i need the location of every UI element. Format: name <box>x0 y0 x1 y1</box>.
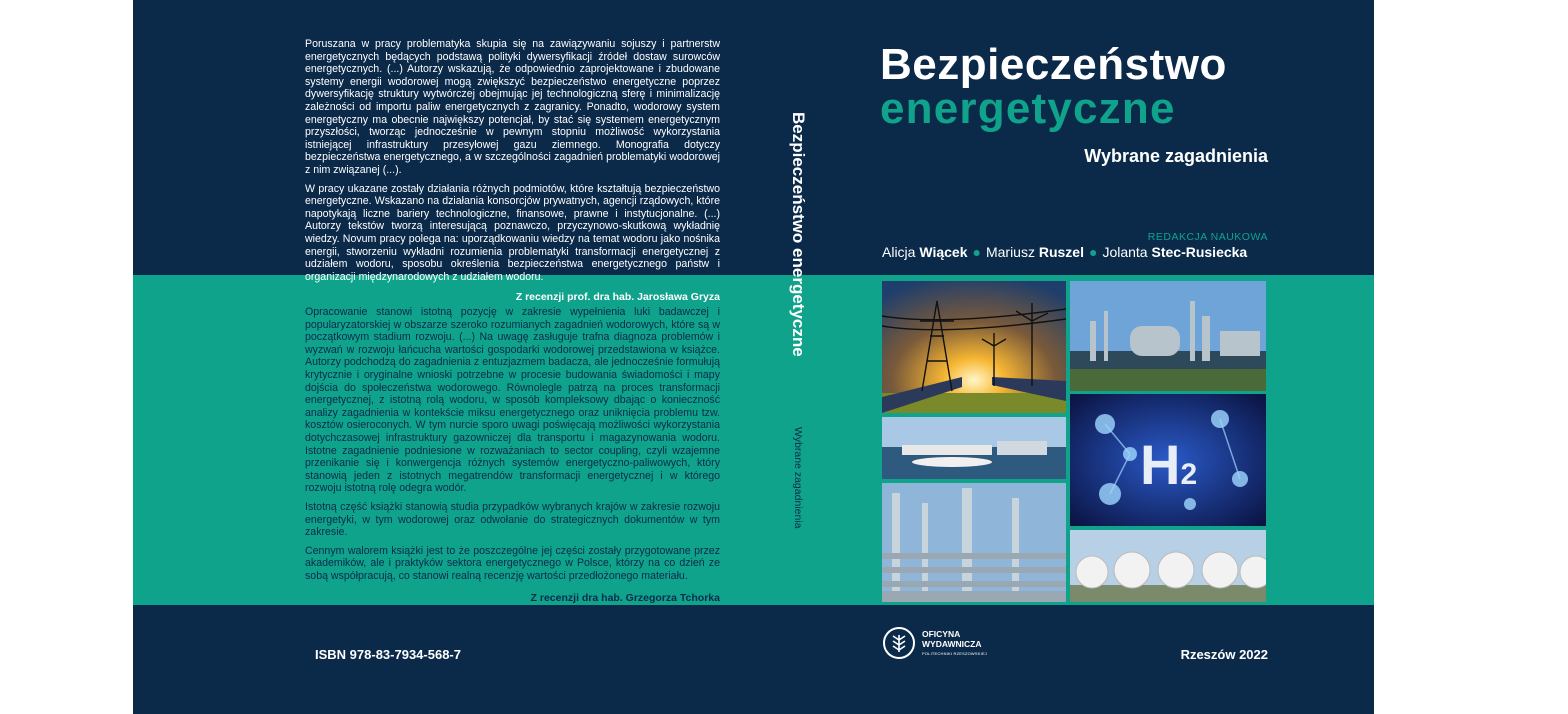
publisher-line-3: POLITECHNIKI RZESZOWSKIEJ <box>922 651 988 656</box>
publisher-line-2: WYDAWNICZA <box>922 638 982 649</box>
hydrogen-subscript: 2 <box>1180 458 1198 491</box>
author-1-first: Alicja <box>882 244 916 260</box>
back-top-signature: Z recenzji prof. dra hab. Jarosława Gryza <box>515 291 720 304</box>
photo-port-ships <box>882 417 1066 479</box>
photo-power-lines-sunset <box>882 281 1066 413</box>
author-3-last: Stec-Rusiecka <box>1151 244 1248 260</box>
title-line-1: Bezpieczeństwo <box>880 40 1227 89</box>
back-bottom-paragraph-2: Istotną część książki stanowią studia przypadków wybranych krajów w zakresie rozwoju energetyki, w tym wodorowej oraz odwołanie do strategicznych dokumentów w tym zakresie. <box>305 500 720 539</box>
back-top-paragraph-2: W pracy ukazane zostały działania różnych podmiotów, które kształtują bezpieczeństwo energetyczne. Wskazano na działania konsorcjów prywatnych, agencji rządowych, które napotykają liczne bariery technologiczne, finansowe, prawne i instytucjonalne. (...) Autorzy tekstów tworzą interesującą poznawczo, przyczynowo-skutkową wykładnię wiedzy. Novum pracy polega na: uporządkowaniu wiedzy na temat wodoru jako nośnika energii, stworzeniu wykładni rozumienia problematyki transformacji energetycznej z udziałem wodoru, sposobu określenia bezpieczeństwa energetycznego państw i organizacji międzynarodowych z udziałem wodoru. <box>305 182 720 283</box>
hydrogen-h: H <box>1140 433 1181 496</box>
back-bottom-paragraph-3: Cennym walorem książki jest to że poszczególne jej części zostały przygotowane przez akademików, ale i praktyków sektora energetycznego w Polsce, którzy na co dzień ze sobą współpracują, co stanowi realną recenzję wartości przedłożonego materiału. <box>305 544 720 582</box>
title-line-2: energetyczne <box>880 84 1176 133</box>
author-2-last: Ruszel <box>1038 244 1084 260</box>
photo-refinery <box>1070 281 1266 391</box>
photo-hydrogen-molecule <box>1070 394 1266 526</box>
authors <box>882 244 1268 260</box>
back-cover-bottom-text <box>305 306 720 605</box>
subtitle: Wybrane zagadnienia <box>1084 146 1268 166</box>
back-top-paragraph-1: Poruszana w pracy problematyka skupia się na zawiązywaniu sojuszy i partnerstw energetycznych będących podstawą polityki dywersyfikacji źródeł dostaw surowców energetycznych. (...) Autorzy wskazują, że odpowiednio zaprojektowane i zbudowane systemy energii wodorowej mogą zwiększyć bezpieczeństwo energetyczne poprzez dywersyfikację struktury wytwórczej obejmując jej technologiczną sferę i minimalizację zależności od importu paliw energetycznych z zagranicy. Ponadto, wodorowy system energetyczny ma obecnie największy potencjał, by stać się systemem energetycznym przyszłości, tworząc jednocześnie w pewnym stopniu możliwość wykorzystania istniejącej infrastruktury przesyłowej gazu ziemnego. Monografia dotyczy bezpieczeństwa energetycznego, a w szczególności zagadnień problematyki wodorowej z nim związanej (...). <box>305 38 720 176</box>
book-cover-spread <box>133 0 1374 714</box>
dot-separator-icon: ● <box>1088 244 1098 260</box>
publisher-line-1: OFICYNA <box>922 629 961 639</box>
back-cover-top-text <box>305 38 720 304</box>
photo-industrial-pipes <box>882 483 1066 602</box>
back-bottom-signature: Z recenzji dra hab. Grzegorza Tchorka <box>530 592 720 605</box>
photo-collage <box>882 281 1266 602</box>
spine-title: Bezpieczeństwo energetyczne <box>789 112 808 357</box>
isbn: ISBN 978-83-7934-568-7 <box>315 647 461 662</box>
place-year: Rzeszów 2022 <box>1180 647 1268 662</box>
wheat-logo-icon <box>882 626 916 660</box>
publisher-name <box>922 630 987 659</box>
author-3-first: Jolanta <box>1102 244 1148 260</box>
back-bottom-paragraph-1: Opracowanie stanowi istotną pozycję w zakresie wypełnienia luki badawczej i popularyzatorskiej w obszarze szeroko rozumianych zagadnień wodorowych, które są w początkowym stadium rozwoju. (...) Na uwagę zasługuje trafna diagnoza problemów i wyzwań w rozwoju łańcucha wartości gospodarki wodorowej przedstawiona w książce. Autorzy podchodzą do zagadnienia z entuzjazmem badacza, ale jednocześnie formułują krytycznie i oryginalne wnioski potrzebne w procesie budowania świadomości i mapy dojścia do społeczeństwa wodorowego. Równolegle patrzą na proces transformacji energetycznej, z istotną rolą wodoru, w sposób kompleksowy dbając o konieczność analizy zagadnienia w kontekście miksu energetycznego oraz uniknięcia problemu tzw. kosztów osieroconych. W tym nurcie sporo uwagi poświęcają możliwości wykorzystania dotychczasowej infrastruktury gazowniczej dla transportu i magazynowania wodoru. Istotne zagadnienie podniesione w rozważaniach to sector coupling, czyli wzajemne przenikanie się i konwergencja różnych systemów energetyczno-paliwowych, który stanowią jeden z istotnych megatrendów transformacji energetycznej i w którego rozwoju istotną rolę odegra wodór. <box>305 306 720 495</box>
author-1-last: Wiącek <box>919 244 968 260</box>
hydrogen-symbol <box>1140 432 1197 497</box>
dot-separator-icon: ● <box>972 244 981 260</box>
spine-subtitle: Wybrane zagadnienia <box>792 427 804 529</box>
editors-label: REDAKCJA NAUKOWA <box>1147 231 1268 243</box>
author-2-first: Mariusz <box>985 244 1035 260</box>
spine <box>788 112 814 542</box>
publisher-logo <box>882 626 1022 660</box>
photo-gas-tanks <box>1070 530 1266 602</box>
